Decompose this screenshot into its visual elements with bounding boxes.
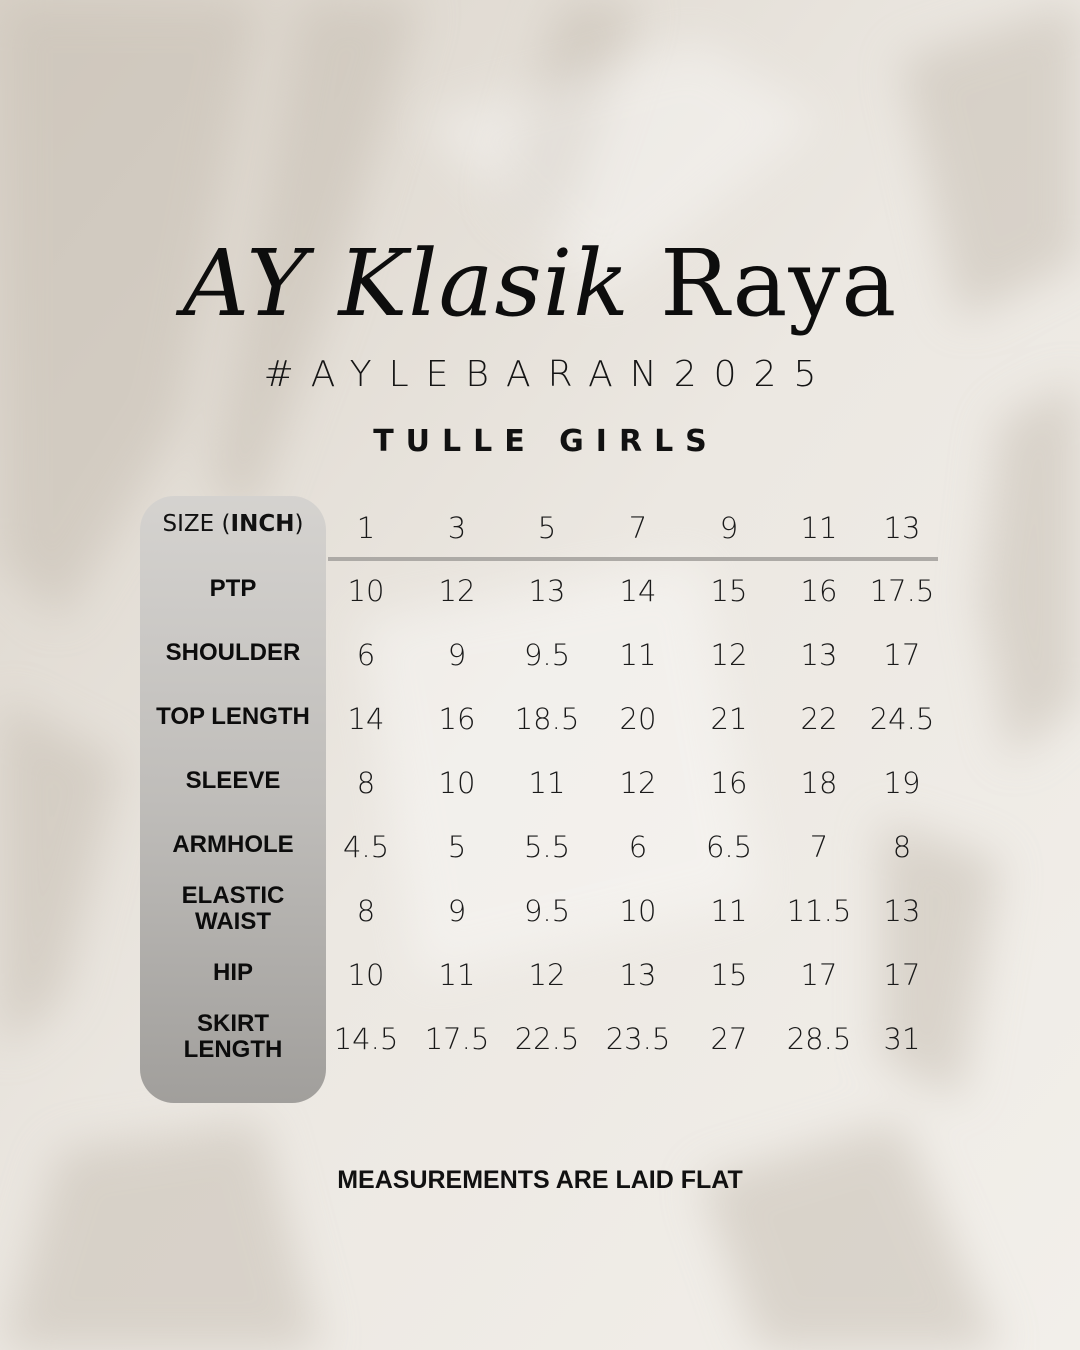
table-cell: 17: [883, 958, 921, 992]
table-cell: 10: [347, 958, 385, 992]
table-cell: 14.5: [333, 1022, 399, 1056]
table-cell: 9: [447, 894, 467, 928]
table-cell: 13: [800, 638, 838, 672]
row-label: SLEEVE: [185, 767, 281, 794]
title-regular-part: Raya: [660, 230, 898, 337]
hashtag: #AYLEBARAN2025: [263, 354, 834, 395]
size-label-prefix: SIZE (: [162, 511, 231, 537]
table-cell: 31: [883, 1022, 921, 1056]
table-cell: 6: [628, 830, 648, 864]
table-cell: 10: [438, 766, 476, 800]
table-cell: 10: [619, 894, 657, 928]
table-cell: 5.5: [523, 830, 571, 864]
table-cell: 19: [883, 766, 921, 800]
size-label-suffix: ): [294, 511, 304, 537]
table-cell: 5: [447, 830, 467, 864]
table-cell: 6.5: [705, 830, 753, 864]
table-cell: 24.5: [869, 702, 935, 736]
table-cell: 9.5: [523, 894, 571, 928]
size-header-cell: 3: [447, 511, 467, 545]
table-cell: 17.5: [869, 574, 935, 608]
size-label-unit: INCH: [230, 511, 295, 537]
table-cell: 16: [800, 574, 838, 608]
table-cell: 8: [356, 894, 376, 928]
table-cell: 27: [710, 1022, 748, 1056]
table-cell: 6: [356, 638, 376, 672]
size-header-cell: 9: [719, 511, 739, 545]
table-cell: 8: [356, 766, 376, 800]
table-cell: 12: [710, 638, 748, 672]
table-cell: 12: [438, 574, 476, 608]
table-cell: 11: [710, 894, 748, 928]
size-header-cell: 1: [356, 511, 376, 545]
table-cell: 12: [528, 958, 566, 992]
table-cell: 12: [619, 766, 657, 800]
table-cell: 11: [619, 638, 657, 672]
table-cell: 8: [892, 830, 912, 864]
title-italic-part: AY Klasik: [182, 230, 630, 337]
table-cell: 17.5: [424, 1022, 490, 1056]
row-label: HIP: [212, 959, 253, 986]
table-cell: 13: [528, 574, 566, 608]
table-cell: 11.5: [786, 894, 852, 928]
row-label: ARMHOLE: [172, 831, 294, 858]
table-cell: 11: [528, 766, 566, 800]
table-cell: 17: [800, 958, 838, 992]
row-label: ELASTIC WAIST: [181, 882, 285, 935]
table-cell: 15: [710, 958, 748, 992]
table-cell: 13: [619, 958, 657, 992]
table-cell: 17: [883, 638, 921, 672]
table-cell: 14: [619, 574, 657, 608]
table-cell: 18: [800, 766, 838, 800]
table-cell: 9: [447, 638, 467, 672]
table-cell: 4.5: [342, 830, 390, 864]
table-cell: 22: [800, 702, 838, 736]
row-label: SKIRT LENGTH: [183, 1010, 283, 1063]
table-cell: 10: [347, 574, 385, 608]
table-cell: 22.5: [514, 1022, 580, 1056]
table-cell: 7: [809, 830, 829, 864]
size-header-cell: 7: [628, 511, 648, 545]
size-unit-label: [140, 506, 326, 542]
size-header-cell: 11: [800, 511, 838, 545]
footnote: MEASUREMENTS ARE LAID FLAT: [337, 1166, 743, 1194]
row-label: TOP LENGTH: [156, 703, 310, 730]
table-cell: 16: [710, 766, 748, 800]
row-label: SHOULDER: [165, 639, 301, 666]
table-cell: 11: [438, 958, 476, 992]
table-cell: 9.5: [523, 638, 571, 672]
size-header-cell: 5: [537, 511, 557, 545]
table-cell: 18.5: [514, 702, 580, 736]
page-title: [0, 230, 1080, 337]
header-divider: [328, 557, 938, 561]
table-cell: 20: [619, 702, 657, 736]
table-cell: 28.5: [786, 1022, 852, 1056]
table-cell: 15: [710, 574, 748, 608]
table-cell: 16: [438, 702, 476, 736]
table-cell: 23.5: [605, 1022, 671, 1056]
row-label: PTP: [209, 575, 257, 602]
table-cell: 14: [347, 702, 385, 736]
table-cell: 13: [883, 894, 921, 928]
table-cell: 21: [710, 702, 748, 736]
subtitle: TULLE GIRLS: [373, 424, 719, 459]
size-header-cell: 13: [883, 511, 921, 545]
